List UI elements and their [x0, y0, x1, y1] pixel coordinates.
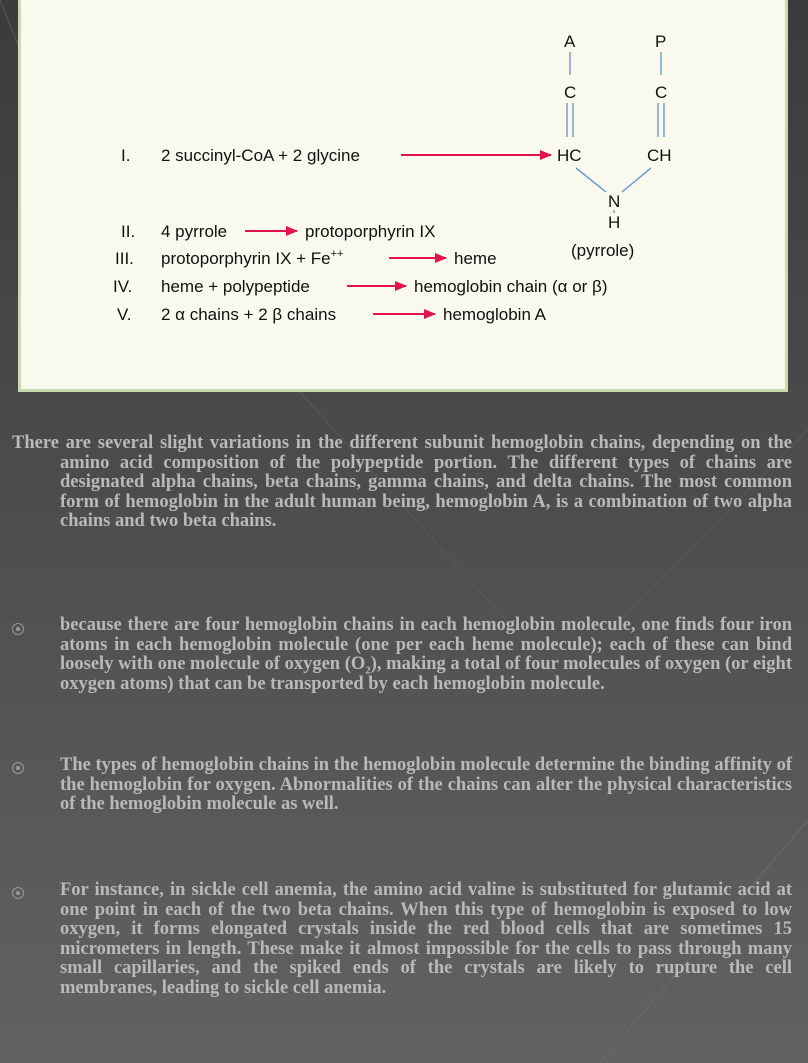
pyrrole-hc: HC — [557, 146, 582, 165]
bond-hc-n — [576, 168, 606, 192]
pyrrole-h: H — [608, 213, 621, 232]
bullet-text: The types of hemoglobin chains in the hemoglobin molecule determine the binding affinity of the hemoglobin for oxygen. Abnormalities of the chains can alter the physical characteristics of the hemoglobin molecule as well. — [60, 755, 792, 814]
step-4-left: heme + polypeptide — [161, 277, 310, 296]
bullet-icon — [12, 887, 24, 899]
intro-paragraph: There are several slight variations in the different subunit hemoglobin chains, depending on the amino acid composition of the polypeptide portion. The different types of chains are designated alpha chains, beta chains, gamma chains, and delta chains. The most common form of hemoglobin in the adult human being, hemoglobin A, is a combination of two alpha chains and two beta chains. — [12, 433, 792, 531]
pyrrole-c-right: C — [655, 83, 668, 102]
step-4-numeral: IV. — [113, 277, 133, 296]
step-5-left: 2 α chains + 2 β chains — [161, 305, 337, 324]
figure-drawing — [21, 0, 791, 392]
pyrrole-n: N — [608, 192, 621, 211]
step-3-right: heme — [454, 249, 497, 268]
step-3-numeral: III. — [115, 249, 134, 268]
step-2-numeral: II. — [121, 222, 136, 241]
fe-superscript: ++ — [330, 248, 344, 260]
step-3-left: protoporphyrin IX + Fe++ — [161, 248, 344, 268]
pyrrole-c-left: C — [564, 83, 577, 102]
pyrrole-caption: (pyrrole) — [571, 241, 635, 260]
bullet-text: For instance, in sickle cell anemia, the amino acid valine is substituted for glutamic acid at one point in each of the two beta chains. When this type of hemoglobin is exposed to low oxygen, it forms elongated crystals inside the red blood cells that are sometimes 15 micrometers in length. These make it almost impossible for the cells to pass through many small capillaries, and the spiked ends of the crystals are likely to rupture the cell membranes, leading to sickle cell anemia. — [60, 880, 792, 998]
step-2-left: 4 pyrrole — [161, 222, 228, 241]
step-5-right: hemoglobin A — [443, 305, 547, 324]
pyrrole-a: A — [564, 32, 576, 51]
step-2-right: protoporphyrin IX — [305, 222, 436, 241]
bullet-text: because there are four hemoglobin chains in each hemoglobin molecule, one finds four iron atoms in each hemoglobin molecule (one per each heme molecule); each of these can bind loosely with one molecule of oxygen $(O_2)$, making a total of four molecules of oxygen (or eight oxygen atoms) that can be transported by each hemoglobin molecule. — [60, 615, 792, 694]
step-5-numeral: V. — [117, 305, 132, 324]
bullet-icon — [12, 623, 24, 635]
step-4-right: hemoglobin chain (α or β) — [414, 277, 608, 296]
heme-synthesis-figure — [18, 0, 788, 392]
pyrrole-p: P — [655, 32, 667, 51]
step-1-text: 2 succinyl-CoA + 2 glycine — [161, 146, 360, 165]
bullet-icon — [12, 762, 24, 774]
pyrrole-ch: CH — [647, 146, 672, 165]
bond-ch-n — [622, 168, 651, 192]
step-1-numeral: I. — [121, 146, 131, 165]
